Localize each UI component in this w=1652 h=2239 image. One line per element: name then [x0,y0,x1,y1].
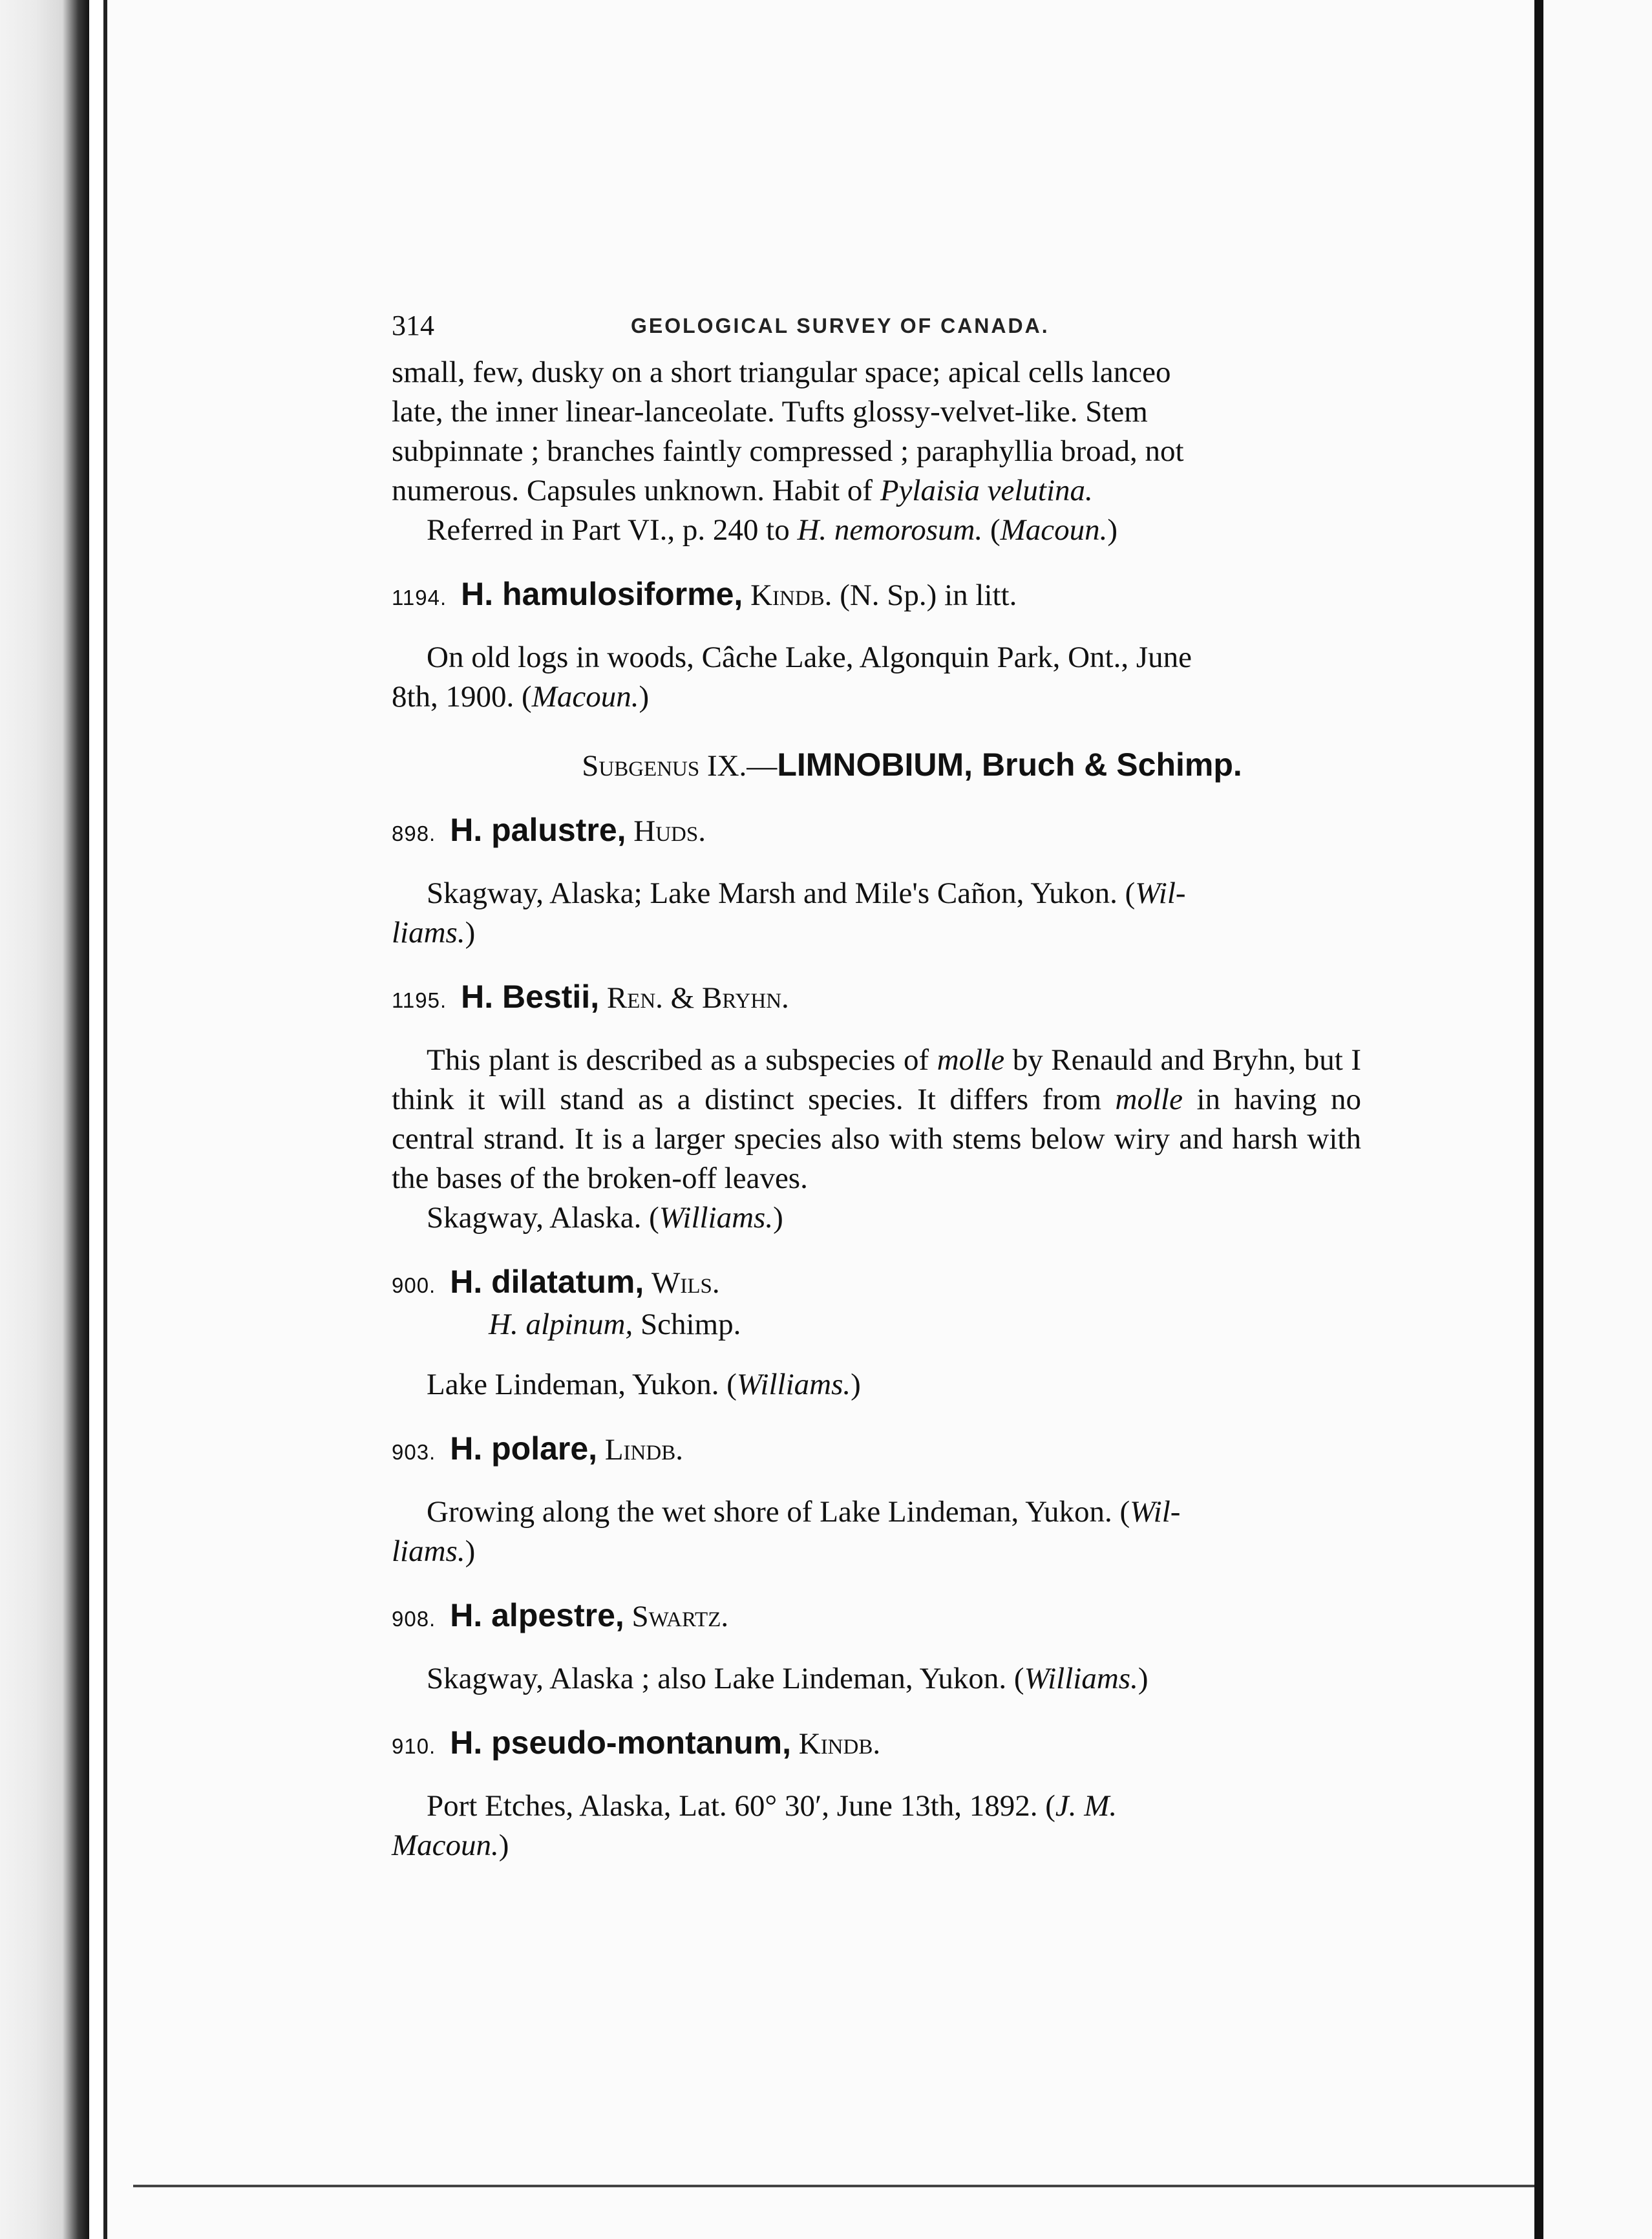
collector: J. M. [1055,1789,1117,1823]
locality-text [392,1787,1361,1826]
species-entry [392,1262,1361,1305]
intro-text: numerous. Capsules unknown. Habit of [392,474,880,507]
page-gutter [1534,0,1543,2239]
locality: Skagway, Alaska; Lake Marsh and Mile's Cañon, Yukon. ( [427,876,1136,910]
locality: 8th, 1900. ( [392,680,532,714]
locality-text [392,638,1361,677]
subgenus-name: LIMNOBIUM, Bruch & Schimp. [777,747,1242,783]
intro-line: subpinnate ; branches faintly compressed ; paraphyllia broad, not [392,434,1184,468]
species-entry [392,811,1361,853]
species-author: Huds. [633,814,706,848]
species-name: H. alpestre, [450,1597,624,1633]
species-entry [392,1723,1361,1766]
entry-number: 903. [392,1440,436,1464]
locality-text [392,874,1361,913]
page-header [392,304,1361,345]
collector: liams. [392,1534,465,1568]
paren-close: ) [465,916,476,950]
species-author: Ren. & Bryhn. [606,981,789,1015]
species-author: Kindb. [750,578,832,612]
collector: liams. [392,916,465,950]
locality: Lake Lindeman, Yukon. ( [427,1368,737,1401]
page-number: 314 [392,310,434,341]
species-name: H. pseudo-montanum, [450,1724,791,1761]
entry-number: 900. [392,1273,436,1297]
description-text: in having no central strand. It is a larger species also with stems below wiry and harsh with the bases of the broken-off leaves. [392,1083,1362,1195]
species-entry [392,575,1361,617]
reference-species: H. nemorosum. [797,513,983,547]
species-note: (N. Sp.) in litt. [832,578,1017,612]
locality-text [392,677,1361,717]
synonym-line [392,1305,1361,1344]
paren-close: ) [1107,513,1118,547]
intro-line: late, the inner linear-lanceolate. Tufts glossy-velvet-like. Stem [392,395,1148,429]
adjacent-page-edge [1543,0,1652,2239]
species-entry [392,1429,1361,1472]
species-italic: molle [1115,1083,1183,1116]
entry-number: 908. [392,1607,436,1631]
subgenus-heading [392,745,1361,786]
paren-close: ) [639,680,650,714]
intro-line [392,471,1361,511]
description-paragraph [392,1041,1361,1198]
reference-text: Referred in Part VI., p. 240 to [427,513,798,547]
entry-number: 1194. [392,586,447,610]
species-name: H. polare, [450,1430,598,1467]
locality: On old logs in woods, Câche Lake, Algonquin Park, Ont., June [427,641,1192,674]
collector: Wil- [1130,1495,1181,1529]
locality-text [392,1532,1361,1571]
species-name: H. palustre, [450,812,626,848]
species-author: Lindb. [604,1433,683,1467]
locality-text [392,913,1361,953]
intro-line: small, few, dusky on a short triangular space; apical cells lanceo [392,355,1171,389]
locality-text [392,1492,1361,1532]
collector: Macoun. [1000,513,1108,547]
locality-text [392,1659,1361,1699]
subgenus-label: Subgenus IX.— [582,749,778,783]
paren-close: ) [773,1201,783,1235]
entry-number: 898. [392,822,436,845]
species-entry [392,977,1361,1020]
synonym-author: Schimp. [633,1308,741,1341]
intro-paragraph [392,353,1361,550]
reference-line [392,511,1361,550]
description-text: This plant is described as a subspecies of [427,1043,937,1077]
locality-text [392,1198,1361,1238]
entry-number: 910. [392,1734,436,1758]
species-author: Wils. [651,1266,720,1300]
running-title: GEOLOGICAL SURVEY OF CANADA. [631,314,1050,337]
synonym-name: H. alpinum, [489,1308,633,1341]
paren-close: ) [851,1368,861,1401]
collector: Macoun. [531,680,639,714]
species-name: H. Bestii, [461,979,600,1015]
locality: Skagway, Alaska. ( [427,1201,659,1235]
collector: Williams. [1024,1662,1138,1695]
page-content [392,304,1361,1865]
locality: Growing along the wet shore of Lake Lindeman, Yukon. ( [427,1495,1130,1529]
entry-number: 1195. [392,988,447,1012]
paren-close: ) [465,1534,476,1568]
species-name: H. hamulosiforme, [461,576,743,612]
paren-close: ) [498,1829,509,1862]
species-italic: molle [937,1043,1005,1077]
intro-species-italic: Pylaisia velutina. [880,474,1093,507]
collector: Williams. [736,1368,851,1401]
species-author: Kindb. [798,1727,881,1761]
paren-close: ) [1138,1662,1149,1695]
scan-margin-left [0,0,89,2239]
paren-open: ( [982,513,1001,547]
locality-text [392,1365,1361,1405]
locality: Port Etches, Alaska, Lat. 60° 30′, June 13th, 1892. ( [427,1789,1055,1823]
collector: Wil- [1135,876,1186,910]
collector: Williams. [659,1201,774,1235]
locality-text [392,1826,1361,1865]
description-text: by Renauld and Bryhn, but I think it will stand as a distinct species. It differs from [392,1043,1361,1116]
species-name: H. dilatatum, [450,1264,644,1300]
locality: Skagway, Alaska ; also Lake Lindeman, Yukon. ( [427,1662,1024,1695]
species-entry [392,1596,1361,1639]
collector: Macoun. [392,1829,499,1862]
species-author: Swartz. [631,1600,729,1633]
